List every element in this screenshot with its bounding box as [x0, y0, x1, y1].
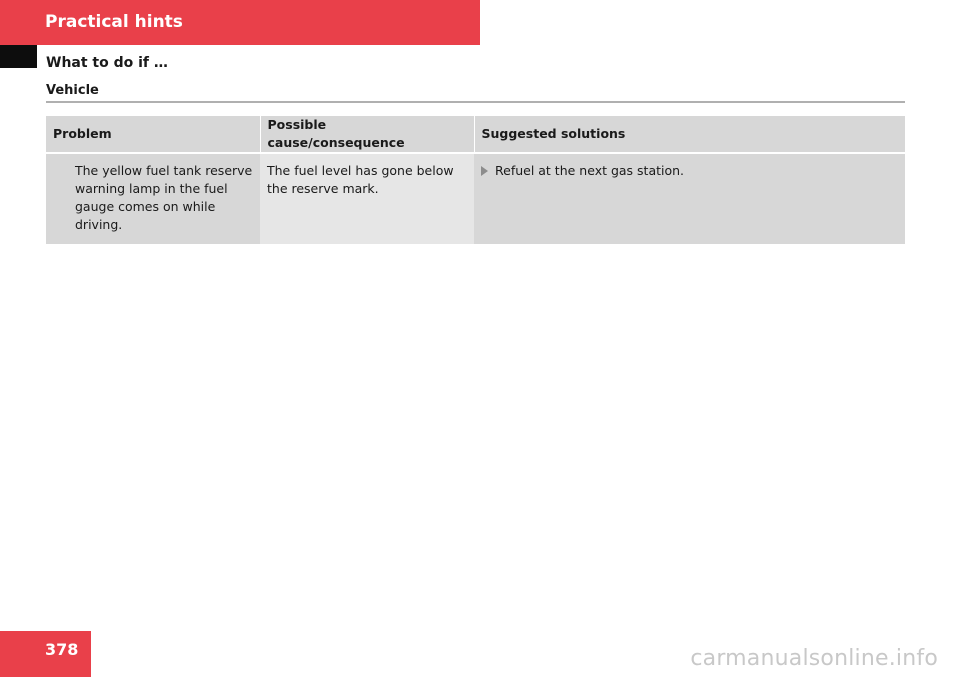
triangle-right-icon — [481, 166, 488, 176]
chapter-title: Practical hints — [45, 12, 183, 32]
troubleshooting-table — [46, 116, 906, 244]
table-header-row — [46, 116, 905, 153]
solution-text: Refuel at the next gas station. — [495, 163, 685, 178]
cause-text: The fuel level has gone below the reserve mark. — [267, 163, 454, 196]
problem-text: The yellow fuel tank reserve warning lamp in the fuel gauge comes on while driving. — [75, 163, 253, 232]
section-heading: Vehicle — [46, 83, 99, 98]
page-number: 378 — [45, 640, 79, 659]
problem-cell — [46, 153, 260, 244]
column-header-problem: Problem — [46, 116, 260, 153]
column-header-solution: Suggested solutions — [474, 116, 905, 153]
column-header-cause: Possible cause/consequence — [260, 116, 474, 153]
section-divider — [46, 101, 905, 103]
page-subtitle: What to do if … — [46, 55, 168, 71]
table-row — [46, 153, 905, 244]
watermark: carmanualsonline.info — [690, 646, 938, 671]
solution-cell — [474, 153, 905, 244]
section-marker — [0, 45, 37, 68]
cause-cell — [260, 153, 474, 244]
